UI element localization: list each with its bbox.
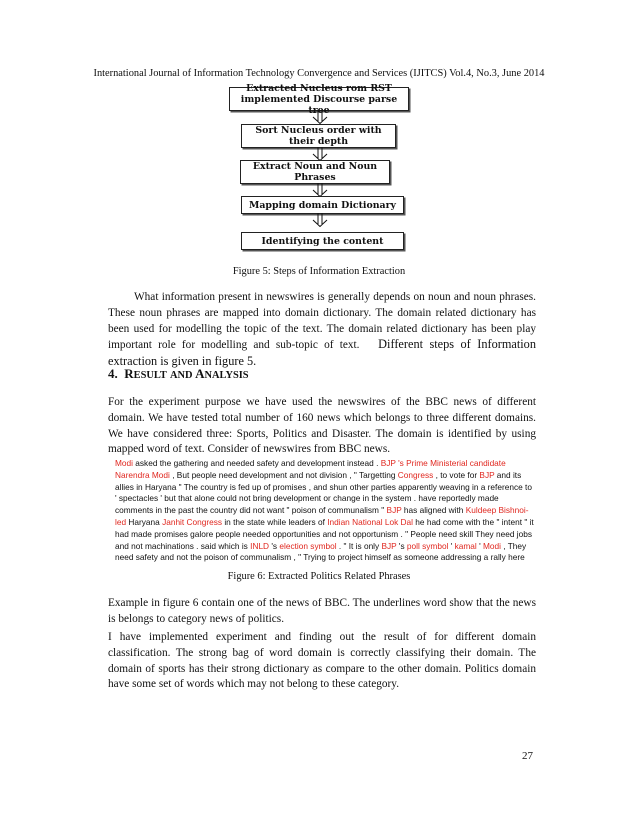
paragraph-4: I have implemented experiment and finding out the result of for different domain classification. The strong bag of word domain is correctly classifying their domain. The domain of sports has their strong dictionary as compare to the other domain. Politics domain have some set of words which may not belong to these category. [108,631,536,691]
excerpt-text: and its allies in Haryana " The country is fed up of promises , and shun other parties apparently weaving in a reference to ' spectacles ' but that alone could not bring development or change in the system . have reportedly made comments in the past the country did not want " poison of communalism " [115,469,532,516]
excerpt-text: 's [396,540,407,551]
flow-step-extract-noun: Extract Noun and Noun Phrases [240,160,390,184]
section-heading: 4. RESULT AND ANALYSIS [108,366,249,381]
excerpt-text: 's [269,540,280,551]
highlighted-phrase: Indian National Lok Dal [327,516,413,527]
news-excerpt-figure [115,458,535,564]
highlighted-phrase: Modi [115,458,133,468]
highlighted-phrase: kamal [454,540,477,551]
highlighted-phrase: Janhit Congress [162,516,223,527]
down-arrow-icon [310,213,330,227]
paragraph-1-tail: Different steps of Information extraction is given in figure 5. [108,337,536,369]
flow-step-mapping-dictionary: Mapping domain Dictionary [241,196,404,214]
excerpt-text: , They need safety and not the poison of communalism , " Trying to project himself as someone addressing a rally here [115,540,527,563]
journal-header: International Journal of Information Technology Convergence and Services (IJITCS) Vol.4, No.3, June 2014 [93,68,545,79]
highlighted-phrase: BJP [381,540,397,551]
down-arrow-icon [310,147,330,161]
excerpt-text: . " It is only [336,540,382,551]
highlighted-phrase: election symbol [279,540,337,551]
highlighted-phrase: Modi [482,540,501,551]
flow-step-extract-nucleus: Extracted Nucleus rom RST implemented Discourse parse tree [229,87,409,111]
excerpt-text: , But people need development and not division , " Targetting [169,469,398,480]
paragraph-3: Example in figure 6 contain one of the news of BBC. The underlines word show that the news is belongs to category news of politics. [108,597,536,625]
figure-6-caption: Figure 6: Extracted Politics Related Phrases [227,571,411,582]
down-arrow-icon [310,183,330,197]
excerpt-text: ' [448,540,455,551]
excerpt-text: he had come with the " intent " it had made promises galore people needed opportunities and not opportunism . " People need skill They need jobs and not machinations . said which is [115,516,534,551]
down-arrow-icon [310,110,330,124]
highlighted-phrase: poll symbol [406,540,449,551]
highlighted-phrase: Congress [397,469,434,480]
excerpt-text: asked the gathering and needed safety and development instead . [132,458,381,468]
highlighted-phrase: BJP 's Prime Ministerial candidate Narendra Modi [115,458,506,480]
excerpt-text: ' [476,540,483,551]
highlighted-phrase: BJP [386,505,402,516]
excerpt-text: , to vote for [433,469,480,480]
flow-step-identifying-content: Identifying the content [241,232,404,250]
paragraph-1 [108,290,536,371]
highlighted-phrase: INLD [250,540,270,551]
highlighted-phrase: Kuldeep Bishnoi-led [115,505,529,527]
page-number: 27 [522,750,533,762]
paragraph-2: For the experiment purpose we have used the newswires of the BBC news of different domain. We have tested total number of 160 news which belongs to three different domains. We have considered three: Sports, Politics and Disaster. The domain is identified by using mapped word of text. Consider of newswires from BBC news. [108,396,536,456]
highlighted-phrase: BJP [479,469,495,480]
excerpt-text: Haryana [126,516,163,527]
excerpt-text: has aligned with [401,505,466,516]
flow-step-sort-nucleus: Sort Nucleus order with their depth [241,124,396,148]
flowchart [0,84,638,254]
paragraph-1-main: What information present in newswires is generally depends on noun and noun phrases. These noun phrases are mapped into domain dictionary. The domain related dictionary has been used for modelling the topic of the text. The domain related dictionary has been play important role for modelling and sub-topic of text. [108,291,536,352]
figure-5-caption: Figure 5: Steps of Information Extraction [232,266,406,277]
excerpt-text: in the state while leaders of [222,516,328,527]
